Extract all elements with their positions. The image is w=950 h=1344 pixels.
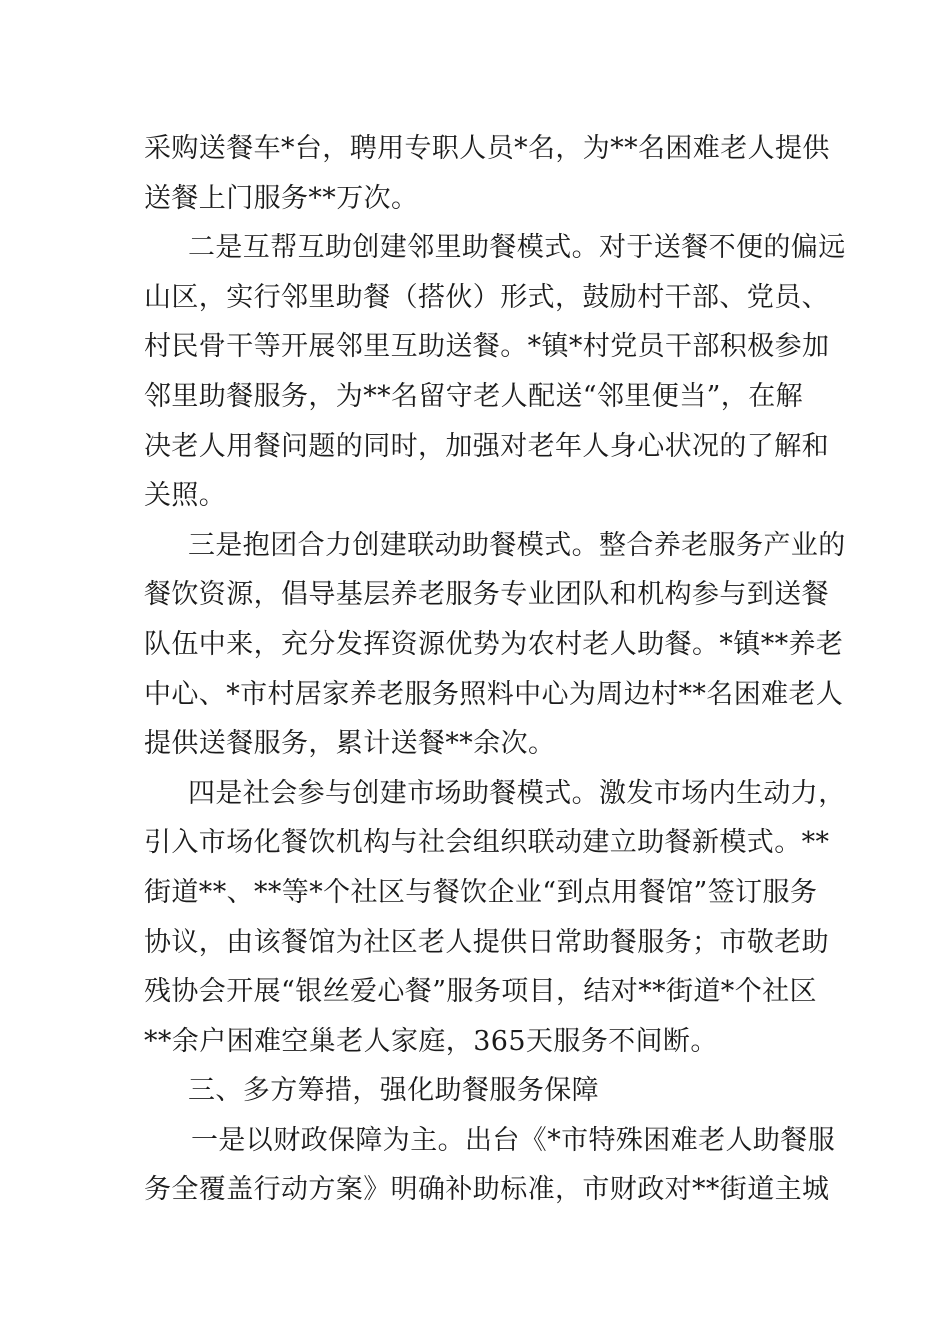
text-line: 务全覆盖行动方案》明确补助标准，市财政对**街道主城 <box>144 1174 830 1206</box>
text-line: 村民骨干等开展邻里互助送餐。*镇*村党员干部积极参加 <box>144 331 830 363</box>
text-line: 餐饮资源，倡导基层养老服务专业团队和机构参与到送餐 <box>144 579 829 611</box>
text-line: 残协会开展“银丝爱心餐”服务项目，结对**街道*个社区 <box>144 976 817 1008</box>
text-line: 引入市场化餐饮机构与社会组织联动建立助餐新模式。** <box>144 827 830 859</box>
text-line: 关照。 <box>144 480 227 512</box>
document-body <box>144 124 846 1215</box>
text-line: 送餐上门服务**万次。 <box>144 182 419 214</box>
text-line: 决老人用餐问题的同时，加强对老年人身心状况的了解和 <box>144 430 829 462</box>
paragraph-start-line: 二是互帮互助创建邻里助餐模式。对于送餐不便的偏远 <box>188 232 846 264</box>
text-line: 街道**、**等*个社区与餐饮企业“到点用餐馆”签订服务 <box>144 876 818 908</box>
text-line: 山区，实行邻里助餐（搭伙）形式，鼓励村干部、党员、 <box>144 281 829 313</box>
paragraph-start-line: 四是社会参与创建市场助餐模式。激发市场内生动力， <box>188 777 846 809</box>
paragraph-start-line: 三是抱团合力创建联动助餐模式。整合养老服务产业的 <box>188 529 846 561</box>
text-line: 提供送餐服务，累计送餐**余次。 <box>144 728 556 760</box>
paragraph-start-line: 一是以财政保障为主。出台《*市特殊困难老人助餐服 <box>191 1124 836 1156</box>
text-line: 队伍中来，充分发挥资源优势为农村老人助餐。*镇**养老 <box>144 628 844 660</box>
section-heading: 三、多方筹措，强化助餐服务保障 <box>188 1075 599 1107</box>
text-line: 中心、*市村居家养老服务照料中心为周边村**名困难老人 <box>144 678 844 710</box>
text-line: 邻里助餐服务，为**名留守老人配送“邻里便当”，在解 <box>144 380 804 412</box>
text-line: 采购送餐车*台，聘用专职人员*名，为**名困难老人提供 <box>144 133 830 164</box>
text-line: 协议，由该餐馆为社区老人提供日常助餐服务；市敬老助 <box>144 926 829 958</box>
text-line: **余户困难空巢老人家庭，365天服务不间断。 <box>144 1025 718 1057</box>
